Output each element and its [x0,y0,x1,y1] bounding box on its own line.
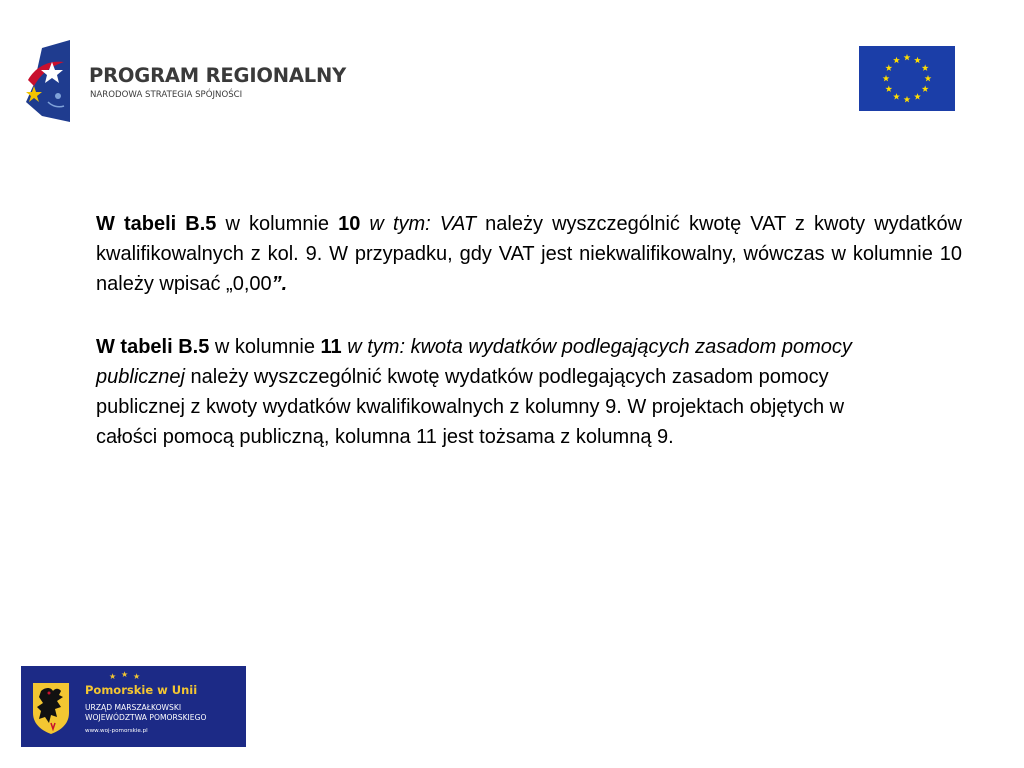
table-ref: W tabeli B.5 [96,336,210,358]
column-name: w tym: VAT [369,213,477,235]
eu-star [904,96,911,103]
svg-text:★: ★ [109,672,117,681]
eu-star [922,64,929,71]
eu-star [904,54,911,61]
eu-star [885,64,892,71]
svg-text:★: ★ [133,672,141,681]
text-segment: należy wyszczególnić kwotę wydatków podlegających zasadom pomocy publicznej z kwoty wydatków kwalifikowalnych z kolumny 9. W projektach objętych w całości pomocą publiczną, kolumna 11 jest tożsama z kolumną 9. [96,366,845,448]
text-segment: w kolumnie [209,336,321,358]
stars-icon [109,670,145,682]
pomorskie-brand: Pomorskie w Unii [85,683,198,697]
griffin-crest-icon [29,679,73,735]
eu-star [922,85,929,92]
office-name-line2: WOJEWÓDZTWA POMORSKIEGO [85,713,207,722]
paragraph-vat [96,209,962,299]
website-url: www.woj-pomorskie.pl [85,728,148,734]
eu-star [893,93,900,100]
program-logo-subtitle: NARODOWA STRATEGIA SPÓJNOŚCI [90,90,243,100]
text-segment: należy wyszczególnić kwotę VAT z kwoty wydatków kwalifikowalnych z kol. 9. W przypadku, gdy VAT jest niekwalifikowalny, wówczas w kolumnie 10 należy wpisać „0,00 [96,213,963,295]
eu-star [914,57,921,64]
column-name: w tym: kwota wydatków podlegających zasadom pomocy publicznej [96,336,852,388]
eu-star [883,75,890,82]
column-number: 10 [338,213,361,235]
eu-star [914,93,921,100]
program-regional-logo [22,40,347,122]
text-segment: w kolumnie [216,213,339,235]
closing-quote: ”. [271,273,288,295]
program-logo-title: PROGRAM REGIONALNY [89,64,347,87]
eu-flag [859,46,955,111]
svg-text:★: ★ [121,670,129,679]
eu-star [893,57,900,64]
main-content [96,209,962,452]
eu-flag-icon [859,46,955,111]
pomorskie-logo [21,666,246,747]
eu-star [925,75,932,82]
eu-star [885,85,892,92]
paragraph-state-aid [96,332,886,452]
column-number: 11 [320,336,342,358]
program-regional-logo-icon [22,40,72,122]
office-name-line1: URZĄD MARSZAŁKOWSKI [85,703,182,712]
table-ref: W tabeli B.5 [96,213,217,235]
